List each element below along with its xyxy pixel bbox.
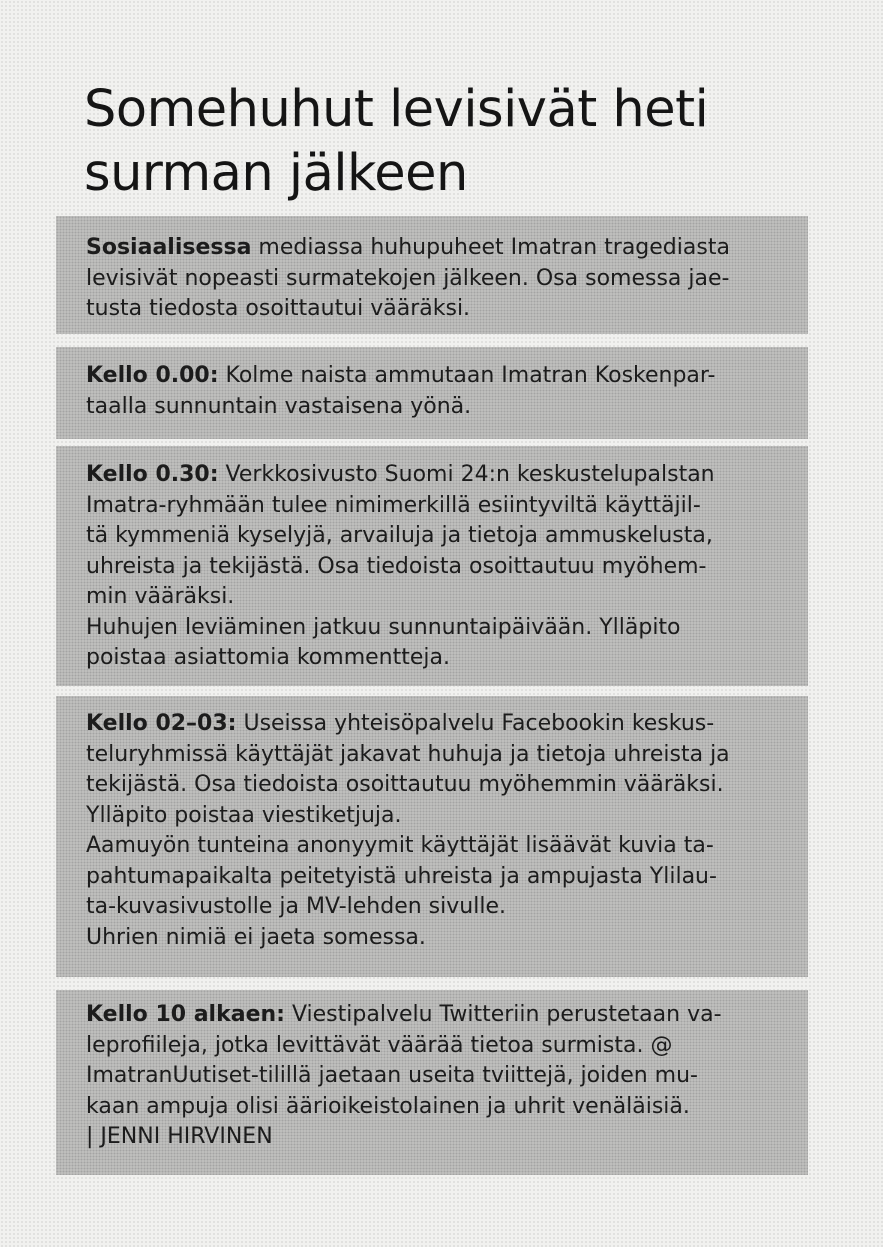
section-lead: Kello 10 alkaen: [86,1002,285,1027]
section-line: pahtumapaikalta peitetyistä uhreista ja ampujasta Ylilau- [86,863,717,889]
section-lead: Kello 0.30: [86,462,219,487]
timeline-section-10 [56,990,808,1175]
section-line: levisivät nopeasti surmatekojen jälkeen. Osa somessa jae- [86,265,730,291]
section-line: Huhujen leviäminen jatkuu sunnuntaipäivään. Ylläpito [86,614,681,640]
section-line: poistaa asiattomia kommentteja. [86,645,450,670]
section-text: Viestipalvelu Twitteriin perustetaan va- [284,1002,722,1027]
section-line: Imatra-ryhmään tulee nimimerkillä esiintyviltä käyttäjil- [86,492,701,518]
headline-line: surman jälkeen [84,144,468,203]
section-lead: Kello 0.00: [86,363,219,388]
section-text: Kolme naista ammutaan Imatran Koskenpar- [218,363,716,388]
section-text: mediassa huhupuheet Imatran tragediasta [251,235,730,260]
section-line: leprofiileja, jotka levittävät väärää tietoa surmista. @ [86,1032,673,1058]
section-line: kaan ampuja olisi äärioikeistolainen ja uhrit venäläisiä. [86,1093,690,1119]
section-line: teluryhmissä käyttäjät jakavat huhuja ja tietoja uhreista ja [86,741,730,767]
newspaper-clipping [56,0,808,1247]
section-line: tä kymmeniä kyselyjä, arvailuja ja tietoja ammuskelusta, [86,523,713,548]
section-line [86,709,790,740]
section-line [86,233,790,264]
section-line [86,1000,790,1031]
section-line: taalla sunnuntain vastaisena yönä. [86,393,472,419]
section-text: Useissa yhteisöpalvelu Facebookin keskus- [236,711,715,736]
headline-line: Somehuhut levisivät heti [84,80,709,139]
section-lead: Kello 02–03: [86,711,237,736]
timeline-section-0203 [56,696,808,977]
section-line: tusta tiedosta osoittautui vääräksi. [86,296,471,321]
section-line: ImatranUutiset-tilillä jaetaan useita tviittejä, joiden mu- [86,1063,698,1088]
timeline-section-0030 [56,446,808,686]
intro-section [56,216,808,334]
section-lead: Sosiaalisessa [86,235,252,260]
section-line: Uhrien nimiä ei jaeta somessa. [86,924,426,950]
section-line: Aamuyön tunteina anonyymit käyttäjät lisäävät kuvia ta- [86,833,714,858]
section-line: min vääräksi. [86,584,235,609]
section-line: uhreista ja tekijästä. Osa tiedoista osoittautuu myöhem- [86,553,707,579]
timeline-section-0000 [56,347,808,439]
section-text: Verkkosivusto Suomi 24:n keskustelupalstan [218,462,715,487]
section-line: ta-kuvasivustolle ja MV-lehden sivulle. [86,894,506,919]
section-line: tekijästä. Osa tiedoista osoittautuu myöhemmin vääräksi. [86,772,724,797]
section-line: Ylläpito poistaa viestiketjuja. [86,802,402,828]
section-line [86,460,790,491]
section-line [86,361,790,392]
byline: | JENNI HIRVINEN [86,1124,273,1149]
headline [84,78,784,206]
